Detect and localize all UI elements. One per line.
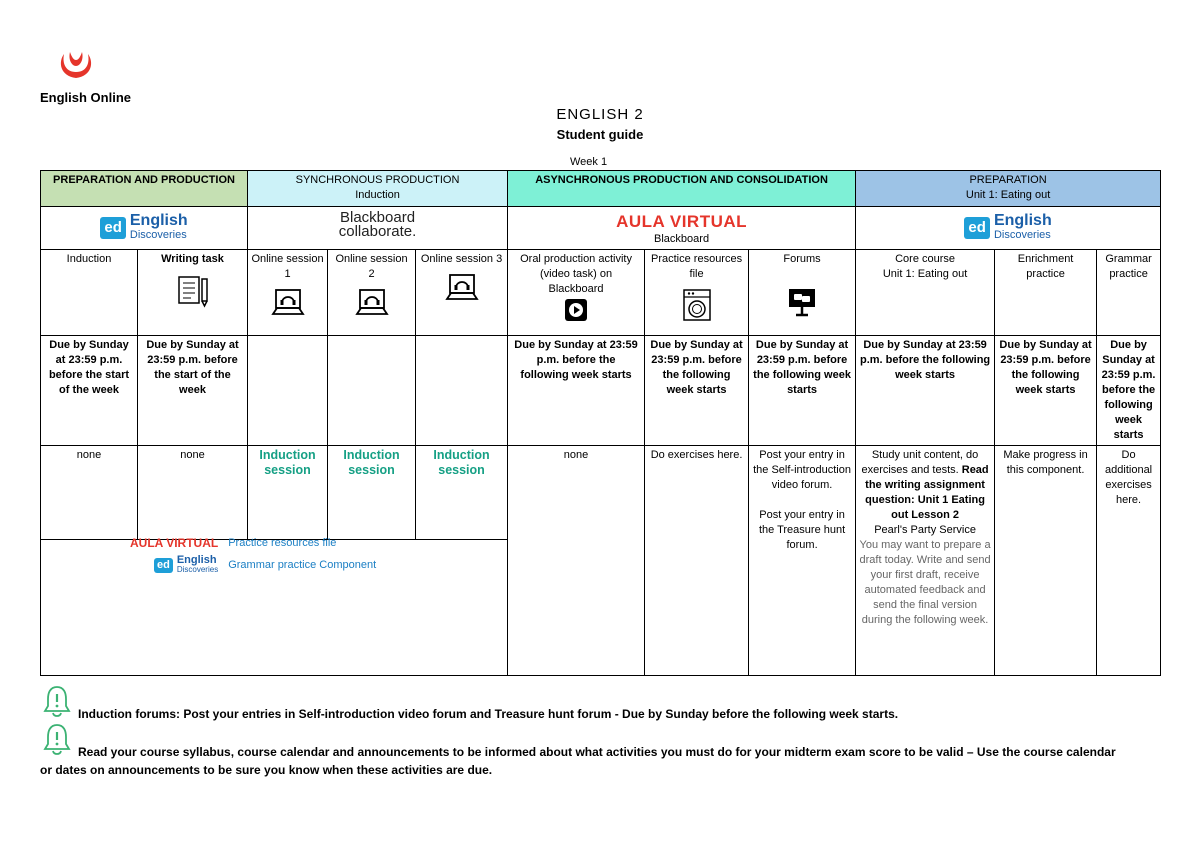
aula-virtual-logo-small: AULA VIRTUAL xyxy=(130,536,219,550)
washing-machine-icon xyxy=(682,288,712,322)
col-online-session-2: Online session 2 xyxy=(328,250,416,336)
laptop-headset-icon xyxy=(355,288,389,318)
section-preparation-production xyxy=(41,171,248,207)
section-label: PREPARATION AND PRODUCTION xyxy=(53,174,235,186)
unit-label: Unit 1: Eating out xyxy=(882,268,968,280)
org-name: English Online xyxy=(40,90,132,105)
due-writing-task: Due by Sunday at 23:59 p.m. before the start of the week xyxy=(138,336,248,446)
aula-sublabel: Blackboard xyxy=(654,233,710,245)
video-play-icon xyxy=(565,299,587,321)
note-course-syllabus: Read your course syllabus, course calendar and announcements to be informed about what activities you must do for your midterm exam score to be valid – Use the course calendar or dates on announcements to be sure you know when these activities are due. xyxy=(40,745,1116,777)
due-session-2 xyxy=(328,336,416,446)
col-oral-production: Oral production activity (video task) on Blackboard xyxy=(508,250,645,336)
col-practice-resources: Practice resources file xyxy=(645,250,749,336)
induction-session-link-3[interactable]: Induction session xyxy=(416,446,508,540)
page-subtitle: Student guide xyxy=(556,127,644,142)
col-induction: Induction xyxy=(41,250,138,336)
section-asynchronous xyxy=(508,171,856,207)
due-forums: Due by Sunday at 23:59 p.m. before the following week starts xyxy=(749,336,856,446)
col-forums: Forums xyxy=(749,250,856,336)
section-sublabel: Unit 1: Eating out xyxy=(965,189,1051,201)
week-label: Week 1 xyxy=(570,156,608,168)
col-writing-task xyxy=(138,250,248,336)
detail-core-course: Study unit content, do exercises and tests. Read the writing assignment question: Unit 1 Eating out Lesson 2 Pearl's Party Service You may want to prepare a draft today. Write and send your first draft, receive automated feedback and send the final version during the following week. xyxy=(856,446,995,676)
blackboard-collaborate-logo: Blackboard collaborate. xyxy=(338,209,417,240)
ed-logo-cell-2 xyxy=(856,207,1161,250)
blackboard-logo-cell xyxy=(248,207,508,250)
col-online-session-3: Online session 3 xyxy=(416,250,508,336)
detail-writing-task: none xyxy=(138,446,248,540)
col-online-session-1: Online session 1 xyxy=(248,250,328,336)
english-discoveries-logo-small: ed English Discoveries xyxy=(154,555,218,575)
document-pencil-icon xyxy=(175,273,211,309)
column-label: Writing task xyxy=(161,253,224,265)
section-label: ASYNCHRONOUS PRODUCTION AND CONSOLIDATION xyxy=(535,174,828,186)
col-enrichment-practice: Enrichment practice xyxy=(995,250,1097,336)
resource-links xyxy=(130,532,376,576)
due-session-3 xyxy=(416,336,508,446)
section-synchronous xyxy=(248,171,508,207)
detail-forums xyxy=(749,446,856,676)
grammar-practice-link[interactable]: Grammar practice Component xyxy=(228,559,377,571)
section-preparation-unit xyxy=(856,171,1161,207)
due-induction: Due by Sunday at 23:59 p.m. before the start of the week xyxy=(41,336,138,446)
draft-instructions: You may want to prepare a draft today. Write and send your first draft, receive automated feedback and send the final version during the following week. xyxy=(859,539,991,626)
practice-resources-link[interactable]: Practice resources file xyxy=(228,537,337,549)
assignment-topic: Pearl's Party Service xyxy=(874,524,976,536)
note-induction-forums: Induction forums: Post your entries in Self-introduction video forum and Treasure hunt forum - Due by Sunday before the following week starts. xyxy=(78,707,899,721)
due-session-1 xyxy=(248,336,328,446)
forums-step-1: Post your entry in the Self-introduction video forum. xyxy=(753,449,851,491)
aula-virtual-logo: AULA VIRTUAL xyxy=(616,212,748,231)
section-label: PREPARATION xyxy=(969,174,1047,186)
induction-session-link-2[interactable]: Induction session xyxy=(328,446,416,540)
detail-induction: none xyxy=(41,446,138,540)
english-discoveries-logo: ed English Discoveries xyxy=(100,214,187,242)
schedule-table xyxy=(40,170,1161,676)
detail-enrichment: Make progress in this component. xyxy=(995,446,1097,676)
presentation-screen-icon xyxy=(787,287,817,317)
detail-oral-production: none xyxy=(508,446,645,676)
due-enrichment: Due by Sunday at 23:59 p.m. before the following week starts xyxy=(995,336,1097,446)
laptop-headset-icon xyxy=(271,288,305,318)
section-label: SYNCHRONOUS PRODUCTION xyxy=(295,174,460,186)
due-core-course: Due by Sunday at 23:59 p.m. before the following week starts xyxy=(856,336,995,446)
aula-logo-cell xyxy=(508,207,856,250)
detail-grammar: Do additional exercises here. xyxy=(1097,446,1161,676)
section-sublabel: Induction xyxy=(355,189,400,201)
upc-logo-icon xyxy=(56,48,96,84)
english-discoveries-logo: ed English Discoveries xyxy=(964,214,1051,242)
detail-practice-resources: Do exercises here. xyxy=(645,446,749,676)
due-oral-production: Due by Sunday at 23:59 p.m. before the following week starts xyxy=(508,336,645,446)
page-title: ENGLISH 2 xyxy=(556,106,644,123)
bell-alert-icon xyxy=(42,684,72,718)
due-practice-resources: Due by Sunday at 23:59 p.m. before the following week starts xyxy=(645,336,749,446)
due-grammar: Due by Sunday at 23:59 p.m. before the following week starts xyxy=(1097,336,1161,446)
col-core-course: Core course Unit 1: Eating out xyxy=(856,250,995,336)
forums-step-2: Post your entry in the Treasure hunt forum. xyxy=(758,509,846,551)
writing-assignment-question: Read the writing assignment question: Unit 1 Eating out Lesson 2 xyxy=(865,464,989,521)
col-grammar-practice: Grammar practice xyxy=(1097,250,1161,336)
ed-logo-cell xyxy=(41,207,248,250)
induction-session-link-1[interactable]: Induction session xyxy=(248,446,328,540)
laptop-headset-icon xyxy=(445,273,479,303)
